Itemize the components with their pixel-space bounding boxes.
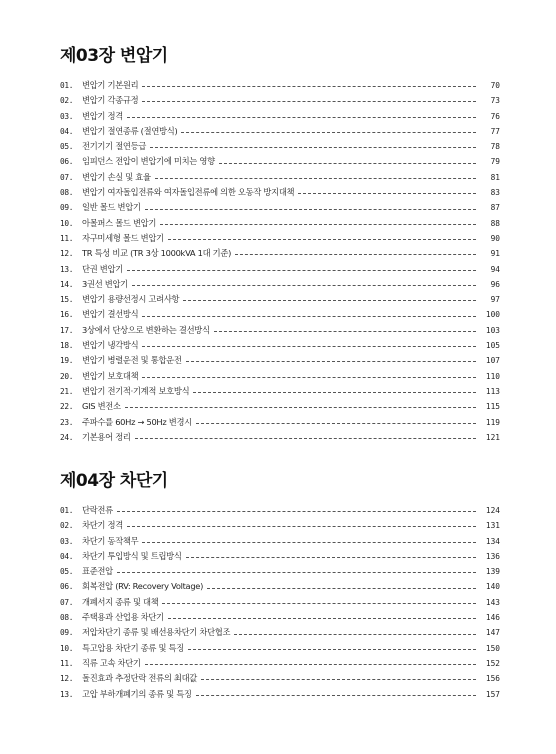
dotted-leader (162, 603, 476, 604)
toc-entry-title: 3상에서 단상으로 변환하는 결선방식 (82, 324, 210, 335)
dotted-leader (145, 209, 476, 210)
toc-entry[interactable] (60, 656, 500, 671)
toc-entry[interactable] (60, 200, 500, 215)
toc-entry-number: 04. (60, 126, 74, 136)
toc-entry-title: 기본용어 정리 (82, 431, 131, 442)
toc-entry-title: 변압기 손실 및 효율 (82, 171, 151, 182)
toc-entry-page-number: 90 (490, 233, 500, 243)
toc-entry-number: 15. (60, 295, 74, 305)
toc-entry-number: 02. (60, 96, 74, 106)
dotted-leader (135, 438, 476, 439)
toc-entry-page-number: 131 (485, 521, 500, 531)
toc-entry-page-number: 136 (485, 551, 500, 561)
toc-entry-page-number: 81 (490, 172, 500, 182)
toc-entry-number: 12. (60, 674, 74, 684)
dotted-leader (193, 392, 476, 393)
toc-entry-number: 13. (60, 689, 74, 699)
toc-entry[interactable] (60, 139, 500, 154)
toc-entry[interactable] (60, 170, 500, 185)
toc-entry-page-number: 73 (490, 96, 500, 106)
toc-entry-title: 임피던스 전압이 변압기에 미치는 영향 (82, 156, 215, 167)
toc-entry-page-number: 103 (485, 325, 500, 335)
toc-entry-page-number: 143 (485, 597, 500, 607)
toc-list (60, 78, 500, 445)
toc-entry[interactable] (60, 564, 500, 579)
toc-entry-number: 09. (60, 628, 74, 638)
toc-entry-title: 돌진효과 추정단락 전류의 최대값 (82, 673, 198, 684)
toc-entry-page-number: 139 (485, 567, 500, 577)
toc-entry[interactable] (60, 246, 500, 261)
toc-entry-page-number: 119 (485, 417, 500, 427)
toc-entry[interactable] (60, 154, 500, 169)
toc-entry-page-number: 140 (485, 582, 500, 592)
toc-entry-page-number: 121 (485, 432, 500, 442)
dotted-leader (196, 695, 476, 696)
toc-entry-page-number: 83 (490, 188, 500, 198)
dotted-leader (127, 117, 476, 118)
toc-entry-title: 변압기 냉각방식 (82, 340, 139, 351)
toc-list (60, 503, 500, 702)
dotted-leader (196, 423, 476, 424)
dotted-leader (160, 224, 476, 225)
toc-entry-title: 주택용과 산업용 차단기 (82, 612, 164, 623)
toc-entry[interactable] (60, 384, 500, 399)
dotted-leader (142, 101, 476, 102)
toc-entry-number: 07. (60, 172, 74, 182)
toc-entry-title: 아몰퍼스 몰드 변압기 (82, 217, 157, 228)
toc-entry[interactable] (60, 262, 500, 277)
toc-entry[interactable] (60, 353, 500, 368)
toc-entry-title: 특고압용 차단기 종류 및 특징 (82, 642, 184, 653)
toc-entry-page-number: 79 (490, 157, 500, 167)
toc-entry-title: 변압기 여자돌입전류와 여자돌입전류에 의한 오동작 방지대책 (82, 187, 295, 198)
toc-entry-title: 개폐서지 종류 및 대책 (82, 596, 159, 607)
dotted-leader (142, 346, 476, 347)
dotted-leader (186, 361, 476, 362)
toc-entry[interactable] (60, 595, 500, 610)
toc-entry[interactable] (60, 534, 500, 549)
toc-entry-number: 21. (60, 386, 74, 396)
dotted-leader (234, 634, 476, 635)
toc-entry[interactable] (60, 93, 500, 108)
toc-entry[interactable] (60, 518, 500, 533)
toc-entry-title: 변압기 각종규정 (82, 95, 139, 106)
dotted-leader (145, 664, 476, 665)
toc-entry-page-number: 100 (485, 310, 500, 320)
toc-entry[interactable] (60, 415, 500, 430)
toc-entry-number: 03. (60, 536, 74, 546)
toc-entry-number: 04. (60, 551, 74, 561)
dotted-leader (117, 572, 476, 573)
toc-entry-title: 차단기 투입방식 및 트립방식 (82, 550, 182, 561)
toc-entry-page-number: 146 (485, 613, 500, 623)
toc-entry[interactable] (60, 216, 500, 231)
toc-entry[interactable] (60, 625, 500, 640)
toc-entry-page-number: 94 (490, 264, 500, 274)
toc-entry[interactable] (60, 323, 500, 338)
toc-entry-number: 24. (60, 432, 74, 442)
toc-entry-page-number: 107 (485, 356, 500, 366)
toc-entry-number: 05. (60, 142, 74, 152)
dotted-leader (142, 86, 476, 87)
dotted-leader (168, 618, 476, 619)
dotted-leader (186, 557, 476, 558)
chapter-title: 제04장 차단기 (60, 471, 168, 491)
dotted-leader (117, 511, 476, 512)
toc-entry[interactable] (60, 687, 500, 702)
toc-entry[interactable] (60, 610, 500, 625)
toc-entry-number: 23. (60, 417, 74, 427)
toc-entry-number: 17. (60, 325, 74, 335)
dotted-leader (201, 679, 476, 680)
dotted-leader (183, 300, 476, 301)
toc-entry[interactable] (60, 503, 500, 518)
toc-entry-number: 05. (60, 567, 74, 577)
toc-entry[interactable] (60, 369, 500, 384)
toc-entry[interactable] (60, 109, 500, 124)
toc-entry-page-number: 152 (485, 658, 500, 668)
dotted-leader (219, 163, 476, 164)
toc-entry-title: TR 특성 비교 (TR 3상 1000kVA 1대 기준) (82, 248, 232, 259)
toc-entry-title: 주파수를 60Hz → 50Hz 변경시 (82, 416, 192, 427)
toc-entry-title: 차단기 동작책무 (82, 535, 139, 546)
toc-entry-page-number: 78 (490, 142, 500, 152)
toc-entry-number: 06. (60, 157, 74, 167)
toc-entry-page-number: 134 (485, 536, 500, 546)
chapter-section (60, 469, 500, 702)
toc-entry-title: 고압 부하개폐기의 종류 및 특징 (82, 688, 192, 699)
toc-entry-page-number: 147 (485, 628, 500, 638)
toc-entry-title: 변압기 용량선정시 고려사항 (82, 294, 180, 305)
toc-entry-title: 차단기 정격 (82, 520, 123, 531)
toc-entry-number: 10. (60, 643, 74, 653)
toc-entry-page-number: 70 (490, 81, 500, 90)
toc-entry-page-number: 150 (485, 643, 500, 653)
dotted-leader (142, 316, 476, 317)
toc-entry-number: 10. (60, 218, 74, 228)
toc-entry-number: 12. (60, 249, 74, 259)
toc-entry-number: 11. (60, 233, 74, 243)
toc-entry-number: 18. (60, 341, 74, 351)
toc-entry-page-number: 157 (485, 689, 500, 699)
toc-entry-number: 14. (60, 279, 74, 289)
toc-entry-number: 07. (60, 597, 74, 607)
toc-entry-title: 변압기 보호대책 (82, 370, 139, 381)
toc-entry-title: 표준전압 (82, 566, 113, 577)
dotted-leader (132, 285, 476, 286)
toc-entry-number: 16. (60, 310, 74, 320)
toc-entry-title: 단권 변압기 (82, 263, 123, 274)
dotted-leader (298, 193, 476, 194)
toc-entry-title: 변압기 병렬운전 및 통합운전 (82, 355, 182, 366)
toc-entry-title: 회복전압 (RV: Recovery Voltage) (82, 581, 204, 592)
dotted-leader (142, 542, 476, 543)
toc-entry-number: 01. (60, 506, 74, 515)
toc-entry-number: 08. (60, 613, 74, 623)
toc-entry-title: GIS 변전소 (82, 401, 121, 412)
toc-entry-number: 22. (60, 402, 74, 412)
toc-entry-page-number: 105 (485, 341, 500, 351)
toc-entry-title: 변압기 전기적·기계적 보호방식 (82, 385, 190, 396)
toc-entry-page-number: 156 (485, 674, 500, 684)
toc-entry-page-number: 91 (490, 249, 500, 259)
toc-entry-title: 일반 몰드 변압기 (82, 202, 141, 213)
toc-entry-page-number: 96 (490, 279, 500, 289)
toc-entry-title: 변압기 절연종류 (절연방식) (82, 125, 178, 136)
toc-entry-title: 변압기 결선방식 (82, 309, 139, 320)
toc-entry-page-number: 76 (490, 111, 500, 121)
toc-entry[interactable] (60, 338, 500, 353)
toc-entry-title: 변압기 정격 (82, 110, 123, 121)
toc-entry-page-number: 124 (485, 506, 500, 515)
toc-entry[interactable] (60, 641, 500, 656)
toc-entry-number: 20. (60, 371, 74, 381)
toc-entry-page-number: 115 (485, 402, 500, 412)
chapter-section (60, 44, 500, 445)
toc-entry-title: 변압기 기본원리 (82, 80, 139, 90)
toc-entry[interactable] (60, 292, 500, 307)
chapter-title: 제03장 변압기 (60, 46, 168, 66)
toc-entry-number: 02. (60, 521, 74, 531)
toc-entry-number: 06. (60, 582, 74, 592)
toc-entry-number: 11. (60, 658, 74, 668)
dotted-leader (125, 407, 476, 408)
toc-entry[interactable] (60, 399, 500, 414)
toc-entry-page-number: 87 (490, 203, 500, 213)
toc-entry[interactable] (60, 78, 500, 93)
dotted-leader (155, 178, 476, 179)
dotted-leader (127, 526, 476, 527)
toc-entry-page-number: 113 (485, 386, 500, 396)
dotted-leader (188, 649, 476, 650)
toc-entry-page-number: 97 (490, 295, 500, 305)
toc-entry[interactable] (60, 124, 500, 139)
toc-entry[interactable] (60, 671, 500, 686)
toc-entry[interactable] (60, 549, 500, 564)
toc-entry-page-number: 77 (490, 126, 500, 136)
toc-entry[interactable] (60, 185, 500, 200)
toc-entry-title: 자구미세형 몰드 변압기 (82, 232, 164, 243)
dotted-leader (168, 239, 476, 240)
dotted-leader (150, 147, 476, 148)
toc-entry-page-number: 110 (485, 371, 500, 381)
toc-entry[interactable] (60, 430, 500, 445)
toc-entry-number: 03. (60, 111, 74, 121)
toc-entry-page-number: 88 (490, 218, 500, 228)
toc-entry-number: 19. (60, 356, 74, 366)
dotted-leader (142, 377, 476, 378)
toc-entry-number: 09. (60, 203, 74, 213)
dotted-leader (235, 254, 476, 255)
toc-entry-title: 직류 고속 차단기 (82, 657, 141, 668)
toc-entry-title: 저압차단기 종류 및 배선용차단기 차단협조 (82, 627, 231, 638)
toc-entry[interactable] (60, 231, 500, 246)
toc-entry-title: 3권선 변압기 (82, 278, 128, 289)
toc-entry-number: 13. (60, 264, 74, 274)
toc-entry-number: 01. (60, 81, 74, 90)
dotted-leader (127, 270, 476, 271)
toc-entry-title: 전기기기 절연등급 (82, 141, 147, 152)
toc-entry-title: 단락전류 (82, 505, 113, 515)
toc-entry[interactable] (60, 307, 500, 322)
toc-entry[interactable] (60, 579, 500, 594)
dotted-leader (214, 331, 476, 332)
toc-entry[interactable] (60, 277, 500, 292)
dotted-leader (181, 132, 476, 133)
toc-entry-number: 08. (60, 188, 74, 198)
dotted-leader (207, 588, 476, 589)
